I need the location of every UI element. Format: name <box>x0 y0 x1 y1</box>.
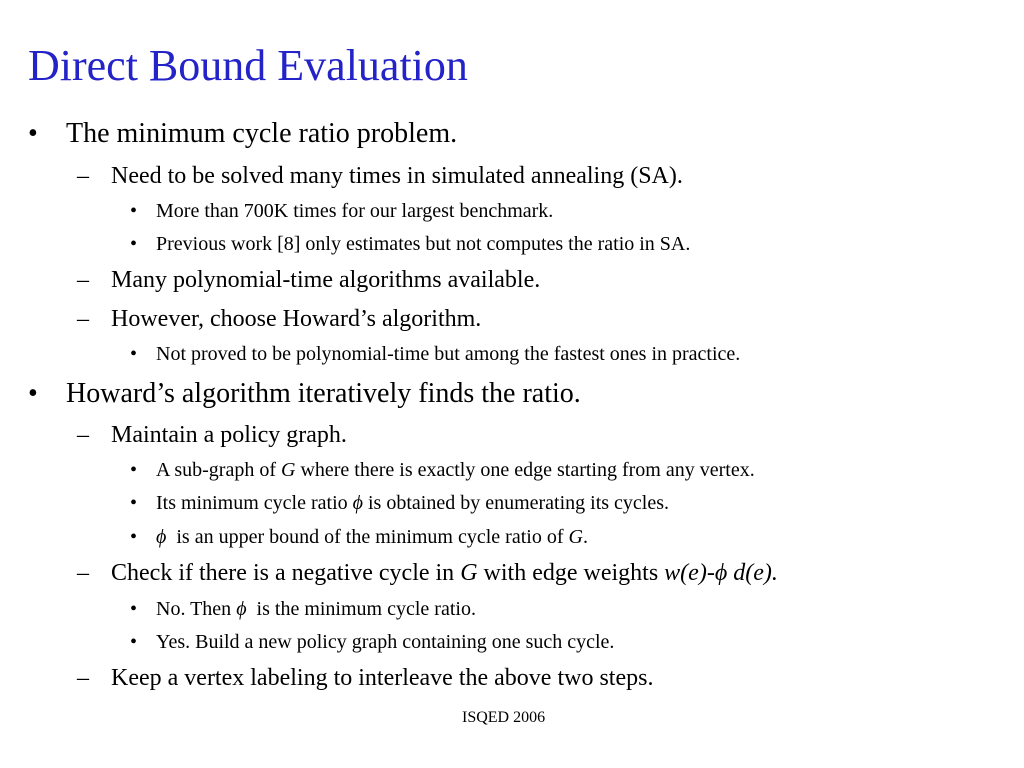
sub-bullet-marker: • <box>130 233 138 255</box>
graph-symbol: G <box>280 459 296 481</box>
bullet-howards-algorithm <box>28 377 581 411</box>
dash-howards-choice <box>77 304 482 334</box>
dash-negative-cycle <box>77 558 778 588</box>
dash-text: Check if there is a negative cycle in <box>111 560 461 586</box>
dash-text: Need to be solved many times in simulated annealing (SA). <box>111 163 683 189</box>
sub-bullet-text: Not proved to be polynomial-time but among the fastest ones in practice. <box>156 343 741 365</box>
sub-bullet-previous-work <box>130 231 691 257</box>
sub-bullet-upper-bound <box>130 524 588 550</box>
dash-text: Keep a vertex labeling to interleave the above two steps. <box>111 665 654 691</box>
sub-bullet-marker: • <box>130 526 138 548</box>
slide-title: Direct Bound Evaluation <box>28 41 468 90</box>
phi-symbol: ϕ <box>156 526 167 548</box>
bullet-text: Howard’s algorithm iteratively finds the ratio. <box>66 378 581 409</box>
phi-symbol: ϕ <box>352 492 363 514</box>
sub-bullet-marker: • <box>130 200 138 222</box>
phi-symbol: ϕ <box>236 598 247 620</box>
sub-bullet-text: More than 700K times for our largest benchmark. <box>156 200 554 222</box>
sub-bullet-text: Yes. Build a new policy graph containing one such cycle. <box>156 631 615 653</box>
sub-bullet-marker: • <box>130 631 138 653</box>
sub-bullet-text-end: where there is exactly one edge starting from any vertex. <box>295 459 755 481</box>
weight-d-term: d(e). <box>727 560 778 586</box>
dash-marker: – <box>77 267 89 293</box>
bullet-marker: • <box>28 118 38 149</box>
dash-text-mid: with edge weights <box>477 560 665 586</box>
sub-bullet-yes-build <box>130 629 615 655</box>
sub-bullet-marker: • <box>130 343 138 365</box>
sub-bullet-min-cycle-ratio-phi <box>130 490 670 516</box>
sub-bullet-sub-graph <box>130 457 755 483</box>
sub-bullet-text: A sub-graph of <box>156 459 281 481</box>
dash-marker: – <box>77 665 89 691</box>
dash-policy-graph <box>77 420 347 450</box>
sub-bullet-text: Its minimum cycle ratio <box>156 492 353 514</box>
sub-bullet-marker: • <box>130 598 138 620</box>
sub-bullet-not-proved <box>130 341 741 367</box>
dash-text: Many polynomial-time algorithms available. <box>111 267 541 293</box>
bullet-marker: • <box>28 378 38 409</box>
sub-bullet-text-end: . <box>582 526 588 548</box>
phi-symbol: ϕ <box>714 560 728 586</box>
graph-symbol: G <box>568 526 583 548</box>
sub-bullet-text: is an upper bound of the minimum cycle ratio of <box>166 526 569 548</box>
sub-bullet-marker: • <box>130 459 138 481</box>
dash-marker: – <box>77 560 89 586</box>
sub-bullet-text-end: is the minimum cycle ratio. <box>246 598 476 620</box>
dash-marker: – <box>77 306 89 332</box>
weight-w-term: w(e)- <box>664 560 715 586</box>
dash-text: However, choose Howard’s algorithm. <box>111 306 482 332</box>
sub-bullet-text: No. Then <box>156 598 237 620</box>
dash-marker: – <box>77 163 89 189</box>
bullet-text: The minimum cycle ratio problem. <box>66 118 458 149</box>
sub-bullet-no-then <box>130 596 476 622</box>
dash-vertex-labeling <box>77 663 654 693</box>
dash-text: Maintain a policy graph. <box>111 422 347 448</box>
dash-solved-many-times <box>77 161 683 191</box>
graph-symbol: G <box>460 560 478 586</box>
bullet-min-cycle-ratio <box>28 117 458 151</box>
dash-polynomial-algorithms <box>77 265 541 295</box>
sub-bullet-marker: • <box>130 492 138 514</box>
dash-marker: – <box>77 422 89 448</box>
sub-bullet-text: Previous work [8] only estimates but not computes the ratio in SA. <box>156 233 691 255</box>
sub-bullet-text-end: is obtained by enumerating its cycles. <box>362 492 670 514</box>
sub-bullet-700k <box>130 198 554 224</box>
footer-text: ISQED 2006 <box>462 709 546 726</box>
